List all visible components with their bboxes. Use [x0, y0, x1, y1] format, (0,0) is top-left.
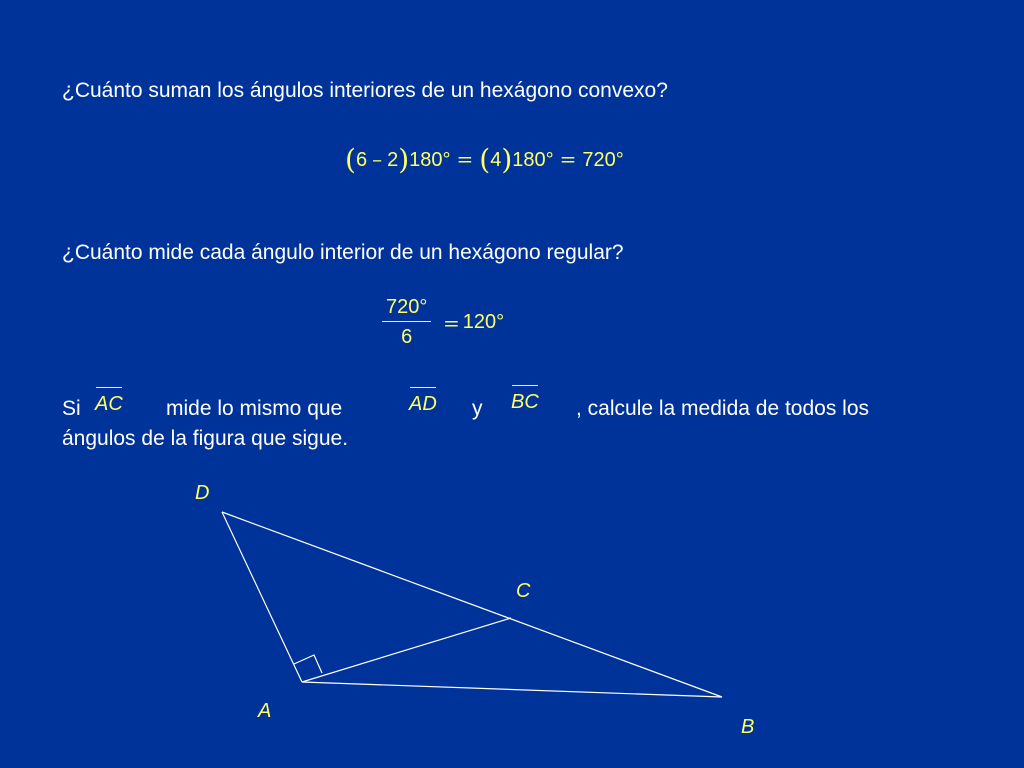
formula-paren-close-2: ) [501, 143, 513, 176]
point-label-d: D [195, 482, 210, 504]
question-3-si: Si [62, 397, 81, 420]
formula2-equals: = [442, 310, 460, 335]
question-3-line-2: ángulos de la figura que sigue. [62, 427, 349, 450]
point-label-b: B [741, 716, 755, 738]
formula-paren-open-1: ( [345, 143, 356, 176]
segment-d-b [222, 512, 722, 697]
formula-paren-open-2: ( [479, 143, 491, 176]
fraction-denominator: 6 [401, 326, 413, 348]
formula-six: 6 [355, 149, 368, 171]
formula-equals-1: = [456, 147, 474, 171]
question-3-mide: mide lo mismo que [166, 397, 343, 420]
formula-four: 4 [490, 149, 502, 171]
right-angle-mark [294, 655, 322, 673]
formula-180-a: 180° [409, 149, 451, 171]
formula-two: 2 [387, 149, 399, 171]
formula-result-720: 720° [582, 149, 624, 171]
formula-equals-2: = [559, 147, 577, 171]
segment-bc-label: BC [511, 391, 539, 413]
formula-180-b: 180° [512, 149, 554, 171]
question-3-y: y [472, 397, 483, 420]
formula-minus: – [372, 147, 383, 171]
question-2: ¿Cuánto mide cada ángulo interior de un hexágono regular? [62, 241, 624, 264]
segment-ad-label: AD [409, 393, 437, 415]
formula2-result: 120° [462, 311, 505, 333]
point-label-a: A [258, 700, 272, 722]
segment-a-c [302, 618, 511, 682]
question-1: ¿Cuánto suman los ángulos interiores de un hexágono convexo? [62, 79, 668, 102]
point-label-c: C [516, 580, 531, 602]
formula-paren-close-1: ) [398, 143, 410, 176]
fraction-numerator: 720° [382, 296, 431, 322]
segment-ac-label: AC [95, 393, 123, 415]
segment-a-b [302, 682, 722, 697]
question-3-rest: , calcule la medida de todos los [576, 397, 870, 420]
